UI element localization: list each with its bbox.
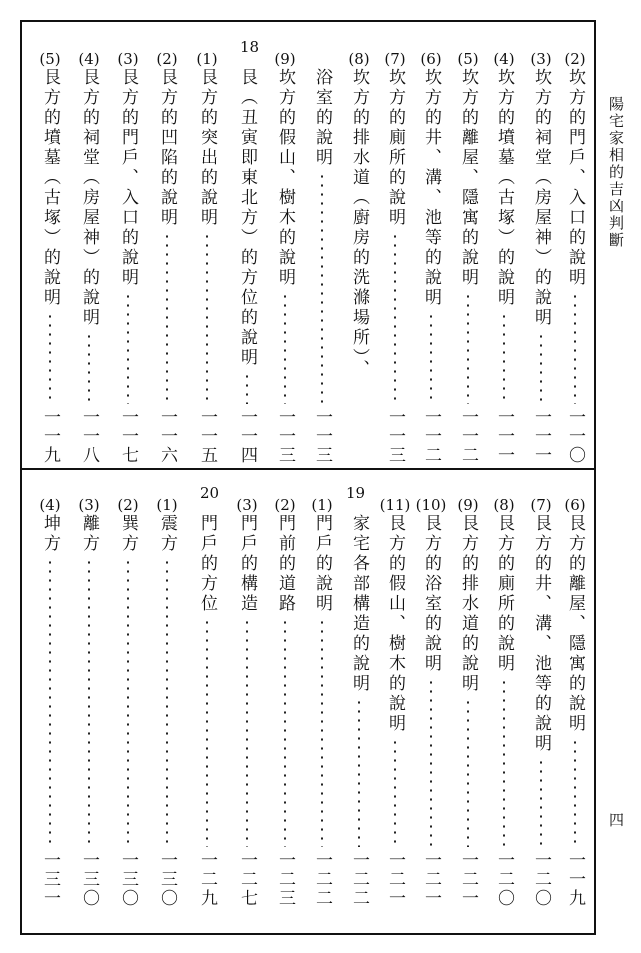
entry-title: 艮方的門戶、入口的說明: [118, 68, 138, 288]
entry-title: 艮（丑寅即東北方）的方位的說明: [237, 68, 257, 368]
entry-title: 艮方的浴室的說明: [421, 514, 441, 674]
entry-page: 一一五: [197, 408, 217, 465]
entry-page: 一三〇: [157, 851, 177, 908]
toc-entry: [381, 496, 409, 908]
entry-page: 一二一: [421, 851, 441, 908]
entry-title: 艮方的墳墓（古塚）的說明: [40, 68, 60, 308]
toc-entry: [527, 496, 555, 908]
entry-title: 坎方的墳墓（古塚）的說明: [494, 68, 514, 308]
dot-leader: [127, 292, 129, 404]
dot-leader: [467, 292, 469, 404]
entry-page: 一二九: [197, 851, 217, 908]
dot-leader: [206, 232, 208, 404]
entry-title: 浴室的說明: [312, 68, 332, 168]
dot-leader: [246, 618, 248, 847]
entry-title: 艮方的祠堂（房屋神）的說明: [79, 68, 99, 328]
entry-page: 一一七: [118, 408, 138, 465]
entry-title: 艮方的離屋、隱寓的說明: [565, 514, 585, 734]
entry-title: 艮方的假山、樹木的說明: [385, 514, 405, 734]
dot-leader: [394, 232, 396, 404]
entry-title: 門前的道路: [275, 514, 295, 614]
entry-number: (4): [493, 50, 515, 68]
entry-title: 家宅各部構造的說明: [349, 514, 369, 694]
entry-title: 門戶的構造: [237, 514, 257, 614]
toc-entry: [417, 50, 445, 465]
dot-leader: [246, 372, 248, 404]
entry-page: 一一一: [494, 408, 514, 465]
entry-page: 一一九: [565, 851, 585, 908]
dot-leader: [358, 698, 360, 847]
entry-page: 一二〇: [531, 851, 551, 908]
dot-leader: [49, 558, 51, 847]
entry-page: 一二二: [312, 851, 332, 908]
entry-number: (6): [564, 496, 586, 514]
toc-entry: [345, 50, 373, 390]
entry-title: 坎方的祠堂（房屋神）的說明: [531, 68, 551, 328]
entry-number: (3): [530, 50, 552, 68]
toc-entry: [454, 50, 482, 465]
entry-title: 坎方的離屋、隱寓的說明: [458, 68, 478, 288]
entry-title: 坎方的廁所的說明: [385, 68, 405, 228]
toc-entry: [114, 496, 142, 908]
entry-page: 一三〇: [79, 851, 99, 908]
toc-entry: [36, 496, 64, 908]
dot-leader: [206, 618, 208, 847]
dot-leader: [88, 558, 90, 847]
toc-entry: [233, 68, 261, 465]
entry-page: 一一〇: [565, 408, 585, 465]
dot-leader: [49, 312, 51, 404]
entry-title: 坎方的假山、樹木的說明: [275, 68, 295, 288]
entry-number: (8): [348, 50, 370, 68]
toc-entry: [75, 496, 103, 908]
entry-number: (8): [493, 496, 515, 514]
entry-page: 一三一: [40, 851, 60, 908]
toc-entry: [75, 50, 103, 465]
dot-leader: [540, 332, 542, 404]
dot-leader: [467, 698, 469, 847]
section-mark: 20: [200, 484, 220, 502]
toc-entry: [561, 50, 589, 465]
entry-number: (1): [196, 50, 218, 68]
entry-number: (4): [78, 50, 100, 68]
toc-entry: [527, 50, 555, 465]
entry-page: 一一二: [421, 408, 441, 465]
entry-number: (3): [78, 496, 100, 514]
toc-entry: [193, 50, 221, 465]
entry-number: (2): [564, 50, 586, 68]
entry-title: 門戶的方位: [197, 514, 217, 614]
entry-number: (1): [156, 496, 178, 514]
toc-entry: [381, 50, 409, 465]
dot-leader: [394, 738, 396, 847]
dot-leader: [166, 232, 168, 404]
entry-number: (7): [530, 496, 552, 514]
dot-leader: [88, 332, 90, 404]
dot-leader: [284, 292, 286, 404]
dot-leader: [430, 312, 432, 404]
entry-page: 一二〇: [494, 851, 514, 908]
page-number: 四: [607, 812, 625, 829]
entry-page: 一一一: [531, 408, 551, 465]
entry-page: 一二一: [458, 851, 478, 908]
entry-page: 一一八: [79, 408, 99, 465]
entry-number: (10): [415, 496, 447, 514]
entry-title: 離方: [79, 514, 99, 554]
entry-title: 艮方的排水道的說明: [458, 514, 478, 694]
entry-page: 一一二: [458, 408, 478, 465]
entry-page: 一一三: [312, 408, 332, 465]
toc-entry: [454, 496, 482, 908]
entry-number: (2): [274, 496, 296, 514]
entry-page: 一一四: [237, 408, 257, 465]
section-divider: [20, 468, 596, 470]
dot-leader: [503, 678, 505, 847]
dot-leader: [430, 678, 432, 847]
toc-entry: [153, 496, 181, 908]
entry-title: 門戶的說明: [312, 514, 332, 614]
section-mark: 18: [240, 38, 260, 56]
entry-title: 艮方的突出的說明: [197, 68, 217, 228]
entry-page: 一二一: [385, 851, 405, 908]
entry-title: 坎方的排水道（廚房的洗滌場所）、: [349, 68, 369, 380]
toc-entry: [271, 496, 299, 908]
dot-leader: [503, 312, 505, 404]
entry-title: 坎方的井、溝、池等的說明: [421, 68, 441, 308]
entry-title: 坎方的門戶、入口的說明: [565, 68, 585, 288]
entry-page: 一一三: [275, 408, 295, 465]
entry-title: 坤方: [40, 514, 60, 554]
toc-entry: [271, 50, 299, 465]
entry-page: 一一九: [40, 408, 60, 465]
entry-number: (3): [117, 50, 139, 68]
toc-entry: [561, 496, 589, 908]
entry-page: 一二二: [349, 851, 369, 908]
dot-leader: [166, 558, 168, 847]
toc-entry: [114, 50, 142, 465]
toc-entry: [36, 50, 64, 465]
toc-entry: [308, 68, 336, 465]
entry-page: 一二七: [237, 851, 257, 908]
entry-number: (2): [117, 496, 139, 514]
entry-page: 一二三: [275, 851, 295, 908]
toc-entry: [193, 514, 221, 908]
entry-number: (9): [457, 496, 479, 514]
entry-number: (6): [420, 50, 442, 68]
dot-leader: [127, 558, 129, 847]
dot-leader: [540, 758, 542, 847]
entry-title: 震方: [157, 514, 177, 554]
entry-number: (2): [156, 50, 178, 68]
toc-entry: [153, 50, 181, 465]
dot-leader: [321, 172, 323, 404]
entry-number: (9): [274, 50, 296, 68]
entry-number: (11): [379, 496, 411, 514]
running-title: 陽宅家相的吉凶判斷: [607, 96, 625, 249]
toc-entry: [233, 496, 261, 908]
entry-number: (5): [39, 50, 61, 68]
dot-leader: [284, 618, 286, 847]
entry-title: 艮方的井、溝、池等的說明: [531, 514, 551, 754]
entry-number: (5): [457, 50, 479, 68]
toc-entry: [345, 514, 373, 908]
entry-number: (3): [236, 496, 258, 514]
entry-title: 艮方的凹陷的說明: [157, 68, 177, 228]
entry-number: (7): [384, 50, 406, 68]
dot-leader: [574, 292, 576, 404]
entry-page: 一一三: [385, 408, 405, 465]
entry-number: (4): [39, 496, 61, 514]
toc-entry: [417, 496, 445, 908]
toc-entry: [490, 496, 518, 908]
entry-page: 一三〇: [118, 851, 138, 908]
dot-leader: [321, 618, 323, 847]
entry-title: 巽方: [118, 514, 138, 554]
section-mark: 19: [346, 484, 366, 502]
toc-entry: [308, 496, 336, 908]
entry-number: (1): [311, 496, 333, 514]
entry-page: 一一六: [157, 408, 177, 465]
dot-leader: [574, 738, 576, 847]
toc-entry: [490, 50, 518, 465]
entry-title: 艮方的廁所的說明: [494, 514, 514, 674]
